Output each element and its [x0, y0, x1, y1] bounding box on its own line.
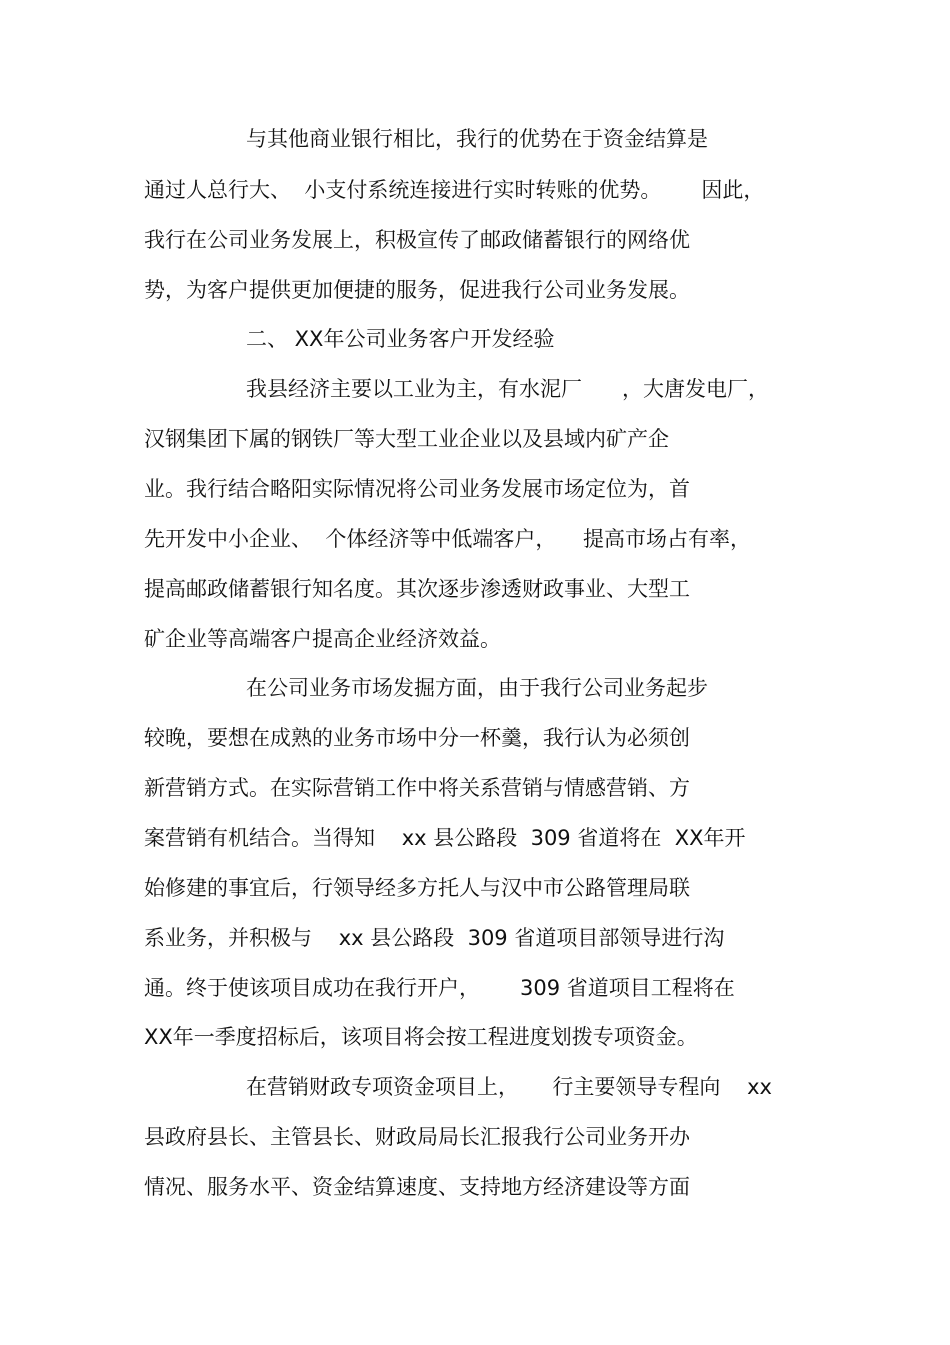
paragraph-line: 始修建的事宜后，行领导经多方托人与汉中市公路管理局联	[144, 876, 690, 900]
paragraph-line: 较晚，要想在成熟的业务市场中分一杯羹，我行认为必须创	[144, 726, 690, 750]
paragraph-line: 系业务，并积极与 xx 县公路段 309 省道项目部领导进行沟	[144, 926, 725, 950]
paragraph-line: XX年一季度招标后，该项目将会按工程进度划拨专项资金。	[144, 1025, 698, 1049]
section-heading: 二、 XX年公司业务客户开发经验	[246, 327, 555, 351]
paragraph-line: 势，为客户提供更加便捷的服务，促进我行公司业务发展。	[144, 278, 690, 302]
paragraph-line: 提高邮政储蓄银行知名度。其次逐步渗透财政事业、大型工	[144, 577, 690, 601]
paragraph-line: 在公司业务市场发掘方面，由于我行公司业务起步	[246, 676, 708, 700]
paragraph-line: 先开发中小企业、 个体经济等中低端客户， 提高市场占有率，	[144, 527, 752, 551]
paragraph-line: 县政府县长、主管县长、财政局局长汇报我行公司业务开办	[144, 1125, 690, 1149]
paragraph-line: 汉钢集团下属的钢铁厂等大型工业企业以及县域内矿产企	[144, 427, 669, 451]
paragraph-line: 我县经济主要以工业为主，有水泥厂 ，大唐发电厂，	[246, 377, 770, 401]
paragraph-line: 情况、服务水平、资金结算速度、支持地方经济建设等方面	[144, 1175, 690, 1199]
paragraph-line: 在营销财政专项资金项目上， 行主要领导专程向 xx	[246, 1075, 772, 1099]
paragraph-line: 通过人总行大、 小支付系统连接进行实时转账的优势。 因此，	[144, 178, 765, 202]
paragraph-line: 与其他商业银行相比，我行的优势在于资金结算是	[246, 127, 708, 151]
paragraph-line: 我行在公司业务发展上，积极宣传了邮政储蓄银行的网络优	[144, 228, 690, 252]
paragraph-line: 新营销方式。在实际营销工作中将关系营销与情感营销、方	[144, 776, 690, 800]
paragraph-line: 矿企业等高端客户提高企业经济效益。	[144, 627, 501, 651]
paragraph-line: 案营销有机结合。当得知 xx 县公路段 309 省道将在 XX年开	[144, 826, 746, 850]
paragraph-line: 业。我行结合略阳实际情况将公司业务发展市场定位为，首	[144, 477, 690, 501]
paragraph-line: 通。终于使该项目成功在我行开户， 309 省道项目工程将在	[144, 976, 735, 1000]
